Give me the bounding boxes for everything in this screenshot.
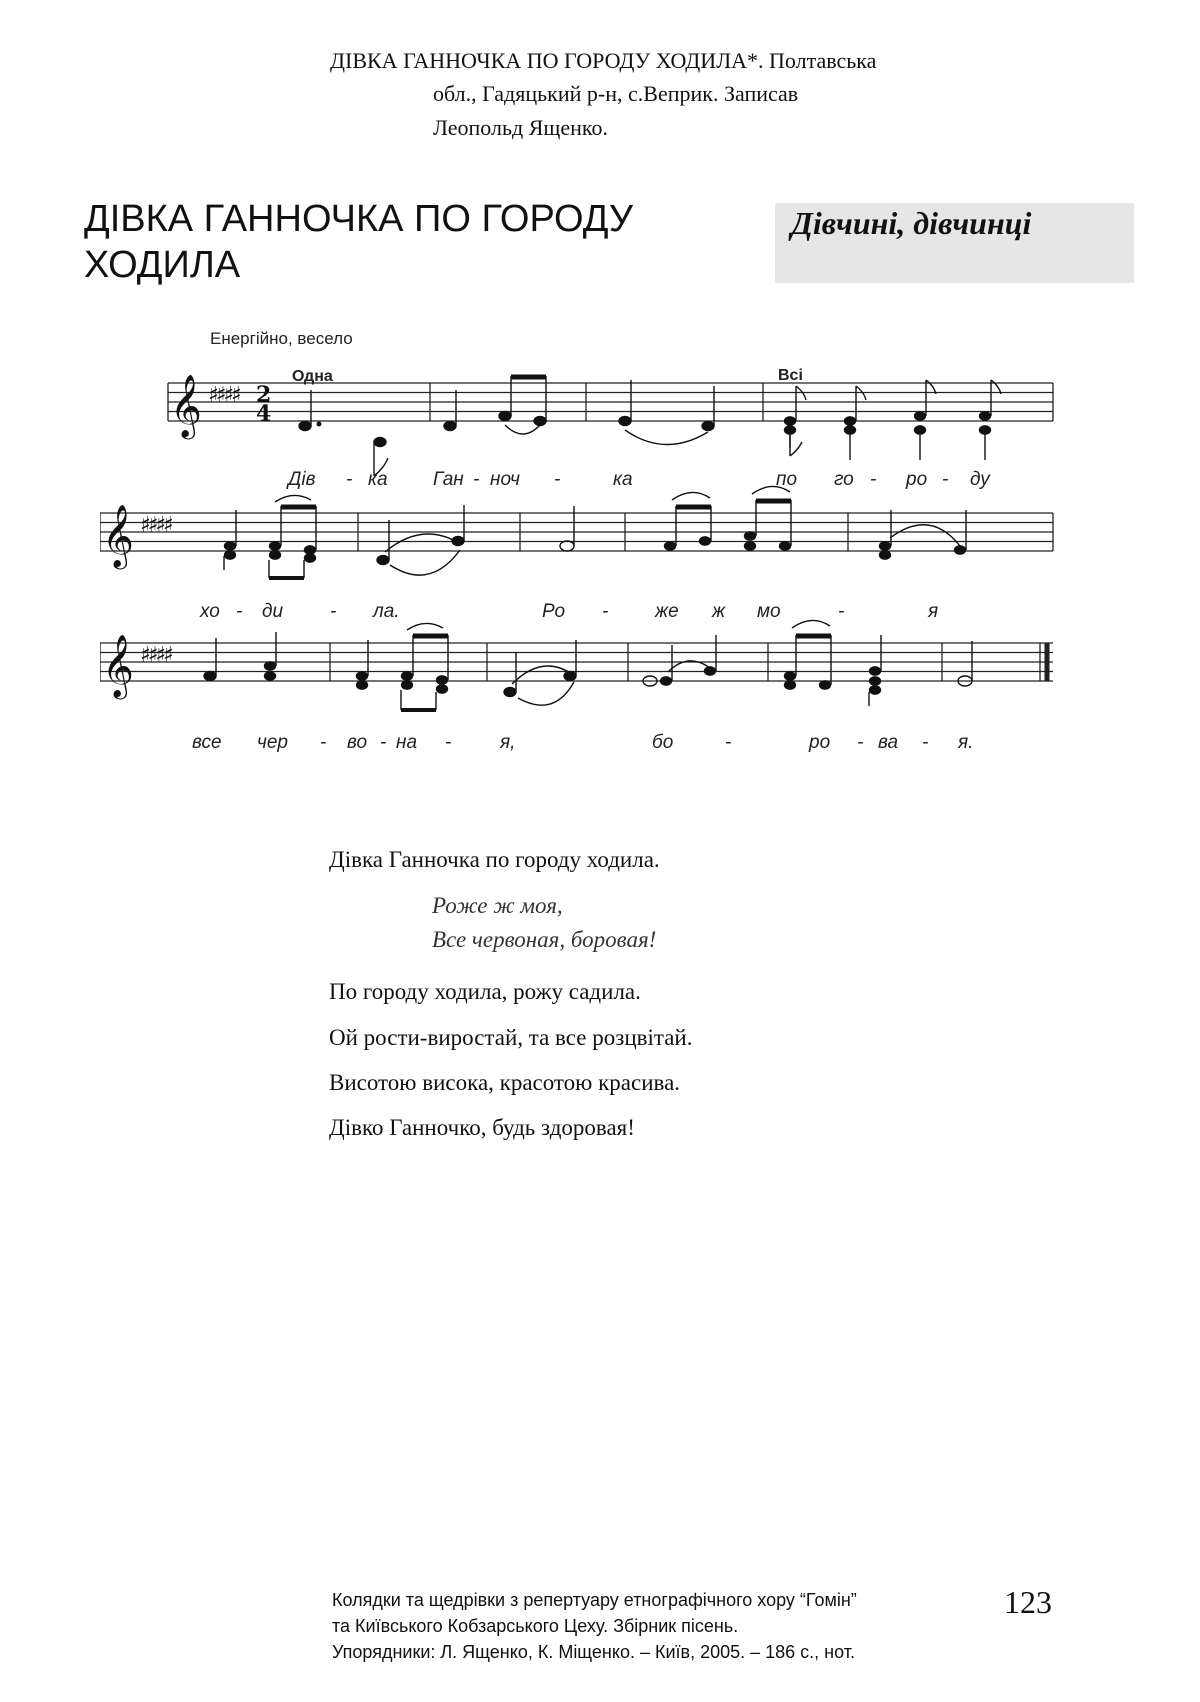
treble-clef-icon: 𝄞	[170, 374, 202, 437]
lyric-syllable: ла.	[373, 601, 400, 622]
lyric-syllable: -	[445, 732, 452, 753]
lyric-syllable: -	[236, 601, 243, 622]
lyric-syllable: по	[776, 469, 798, 490]
lyric-syllable: ду	[970, 469, 990, 490]
lyric-syllable: -	[922, 732, 929, 753]
lyric-syllable: Ган	[433, 469, 464, 490]
lyric-syllable: ноч	[490, 469, 521, 490]
lyric-syllable: мо	[757, 601, 781, 622]
lyrics-line-2	[199, 601, 938, 622]
lyric-syllable: -	[330, 601, 337, 622]
lyrics-line-3	[192, 732, 973, 753]
verse-line-3: Ой рости-виростай, та все розцвітай.	[329, 1025, 693, 1050]
verse-line-1: Дівка Ганночка по городу ходила.	[329, 847, 660, 872]
tempo-marking: Енергійно, весело	[210, 329, 353, 348]
lyric-syllable: во	[347, 732, 368, 753]
time-signature-top: 2	[256, 382, 272, 408]
footer-line-2: та Київського Кобзарського Цеху. Збірник пісень.	[332, 1616, 739, 1636]
category-label: Дівчині, дівчинці	[791, 205, 1032, 241]
lyric-syllable: же	[655, 601, 679, 622]
verse-line-2: По городу ходила, рожу садила.	[329, 979, 641, 1004]
lyric-syllable: ро	[906, 469, 928, 490]
footer-line-1: Колядки та щедрівки з репертуару етнографічного хору “Гомін”	[332, 1590, 857, 1610]
key-signature: ♯♯♯♯	[140, 513, 171, 538]
lyric-syllable: Дів	[288, 469, 316, 490]
treble-clef-icon: 𝄞	[102, 634, 134, 697]
lyric-syllable: ро	[809, 732, 831, 753]
lyric-syllable: хо	[200, 601, 220, 622]
refrain-line-2: Все червоная, боровая!	[432, 927, 657, 952]
lyric-syllable: ка	[368, 469, 388, 490]
lyric-syllable: чер	[257, 732, 288, 753]
lyric-syllable: бо	[652, 732, 674, 753]
lyric-syllable: -	[602, 601, 609, 622]
lyric-syllable: я,	[500, 732, 516, 753]
voice-solo-label: Одна	[292, 368, 333, 385]
lyric-syllable: -	[346, 469, 353, 490]
lyric-syllable: го	[834, 469, 854, 490]
header-line-1: ДІВКА ГАННОЧКА ПО ГОРОДУ ХОДИЛА*. Полтавська	[330, 48, 877, 73]
lyrics-line-1	[286, 469, 991, 490]
header-line-2: обл., Гадяцький р-н, с.Веприк. Записав	[433, 81, 799, 106]
lyric-syllable: я	[928, 601, 939, 622]
voice-all-label: Всі	[778, 367, 803, 384]
footer-line-3: Упорядники: Л. Ященко, К. Міщенко. – Київ, 2005. – 186 с., нот.	[332, 1642, 855, 1662]
music-score	[100, 320, 1100, 770]
key-signature: ♯♯♯♯	[140, 643, 171, 668]
verse-line-4: Висотою висока, красотою красива.	[329, 1070, 681, 1095]
lyric-syllable: -	[870, 469, 877, 490]
category-box	[775, 203, 1134, 283]
refrain-line-1: Роже ж моя,	[432, 893, 563, 918]
lyric-syllable: ка	[613, 469, 633, 490]
lyric-syllable: -	[725, 732, 732, 753]
treble-clef-icon: 𝄞	[102, 504, 134, 567]
lyric-syllable: -	[942, 469, 949, 490]
lyric-syllable: -	[320, 732, 327, 753]
notes-staff-1	[299, 376, 1001, 476]
lyric-syllable: ди	[262, 601, 284, 622]
time-signature-bottom: 4	[256, 401, 272, 427]
page-number: 123	[1004, 1584, 1052, 1620]
lyric-syllable: ва	[878, 732, 899, 753]
lyric-syllable: -	[554, 469, 561, 490]
lyric-syllable: ж	[712, 601, 726, 622]
lyric-syllable: все	[192, 732, 222, 753]
notes-staff-3	[204, 620, 972, 710]
lyric-syllable: я.	[958, 732, 974, 753]
staff-2	[100, 513, 1053, 551]
key-signature: ♯♯♯♯	[208, 383, 239, 408]
lyric-syllable: -	[380, 732, 387, 753]
header-line-3: Леопольд Ященко.	[433, 115, 608, 140]
lyric-syllable: -	[473, 469, 480, 490]
lyric-syllable: -	[838, 601, 845, 622]
song-title: ДІВКА ГАННОЧКА ПО ГОРОДУ ХОДИЛА	[84, 198, 633, 286]
lyric-syllable: на	[396, 732, 418, 753]
lyric-syllable: Ро	[542, 601, 566, 622]
verse-line-5: Дівко Ганночко, будь здоровая!	[329, 1115, 635, 1140]
lyric-syllable: -	[857, 732, 864, 753]
